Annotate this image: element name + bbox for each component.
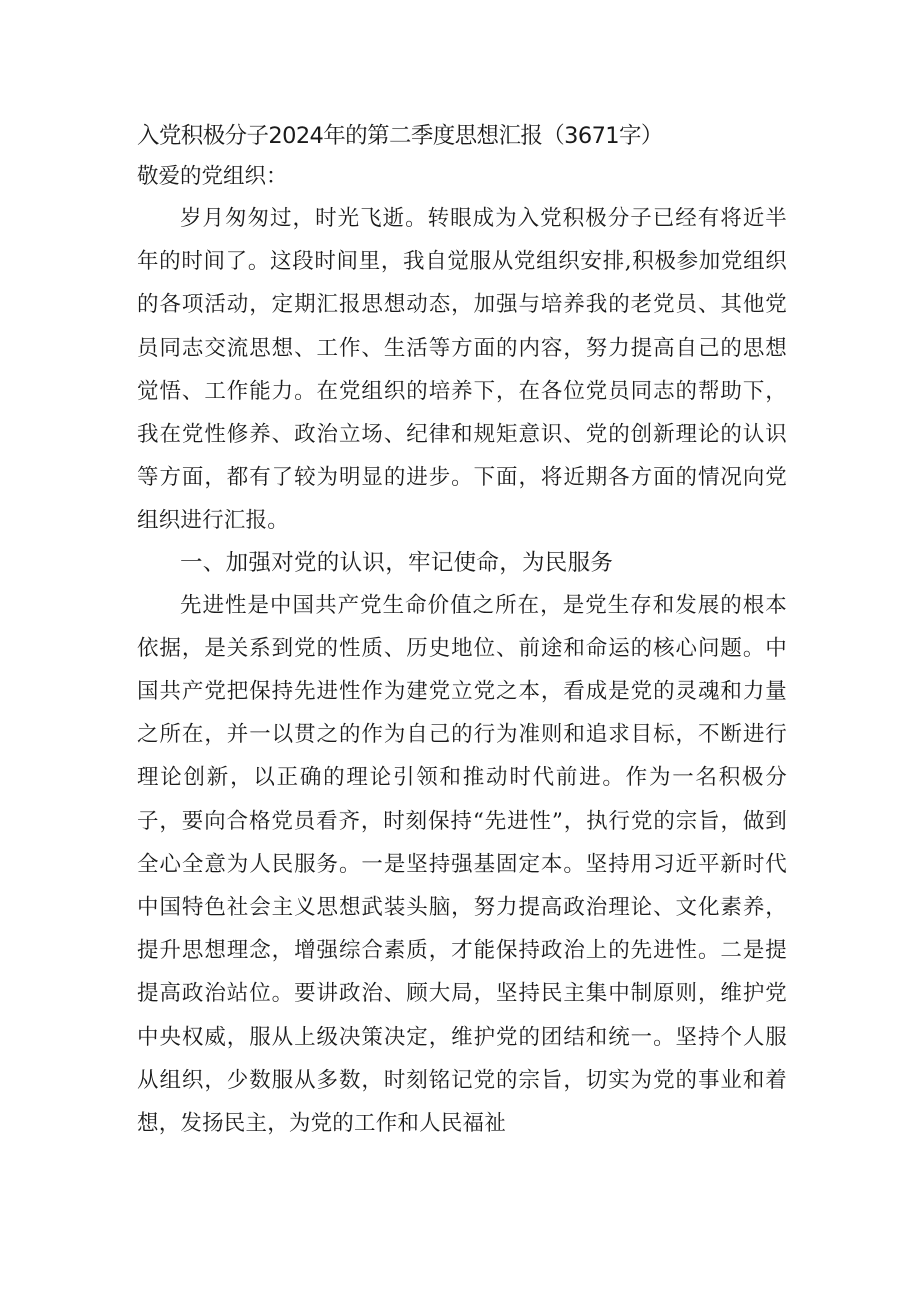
salutation: 敬爱的党组织： bbox=[137, 164, 288, 189]
document-body bbox=[137, 116, 787, 1145]
document-title: 入党积极分子2024年的第二季度思想汇报（3671字） bbox=[137, 123, 663, 149]
intro-paragraph: 岁月匆匆过，时光飞逝。转眼成为入党积极分子已经有将近半年的时间了。这段时间里，我自觉服从党组织安排,积极参加党组织的各项活动，定期汇报思想动态，加强与培养我的老党员、其他党员同志交流思想、工作、生活等方面的内容，努力提高自己的思想觉悟、工作能力。在党组织的培养下，在各位党员同志的帮助下，我在党性修养、政治立场、纪律和规矩意识、党的创新理论的认识等方面，都有了较为明显的进步。下面，将近期各方面的情况向党组织进行汇报。 bbox=[137, 206, 787, 534]
section-heading-1: 一、加强对党的认识，牢记使命，为民服务 bbox=[180, 549, 614, 576]
section-1-paragraph: 先进性是中国共产党生命价值之所在，是党生存和发展的根本依据，是关系到党的性质、历史地位、前途和命运的核心问题。中国共产党把保持先进性作为建党立党之本，看成是党的灵魂和力量之所在，并一以贯之的作为自己的行为准则和追求目标，不断进行理论创新，以正确的理论引领和推动时代前进。作为一名积极分子，要向合格党员看齐，时刻保持“先进性”，执行党的宗旨，做到全心全意为人民服务。一是坚持强基固定本。坚持用习近平新时代中国特色社会主义思想武装头脑，努力提高政治理论、文化素养，提升思想理念，增强综合素质，才能保持政治上的先进性。二是提提高政治站位。要讲政治、顾大局，坚持民主集中制原则，维护党中央权威，服从上级决策决定，维护党的团结和统一。坚持个人服从组织，少数服从多数，时刻铭记党的宗旨，切实为党的事业和着想，发扬民主，为党的工作和人民福祉 bbox=[137, 592, 787, 1137]
